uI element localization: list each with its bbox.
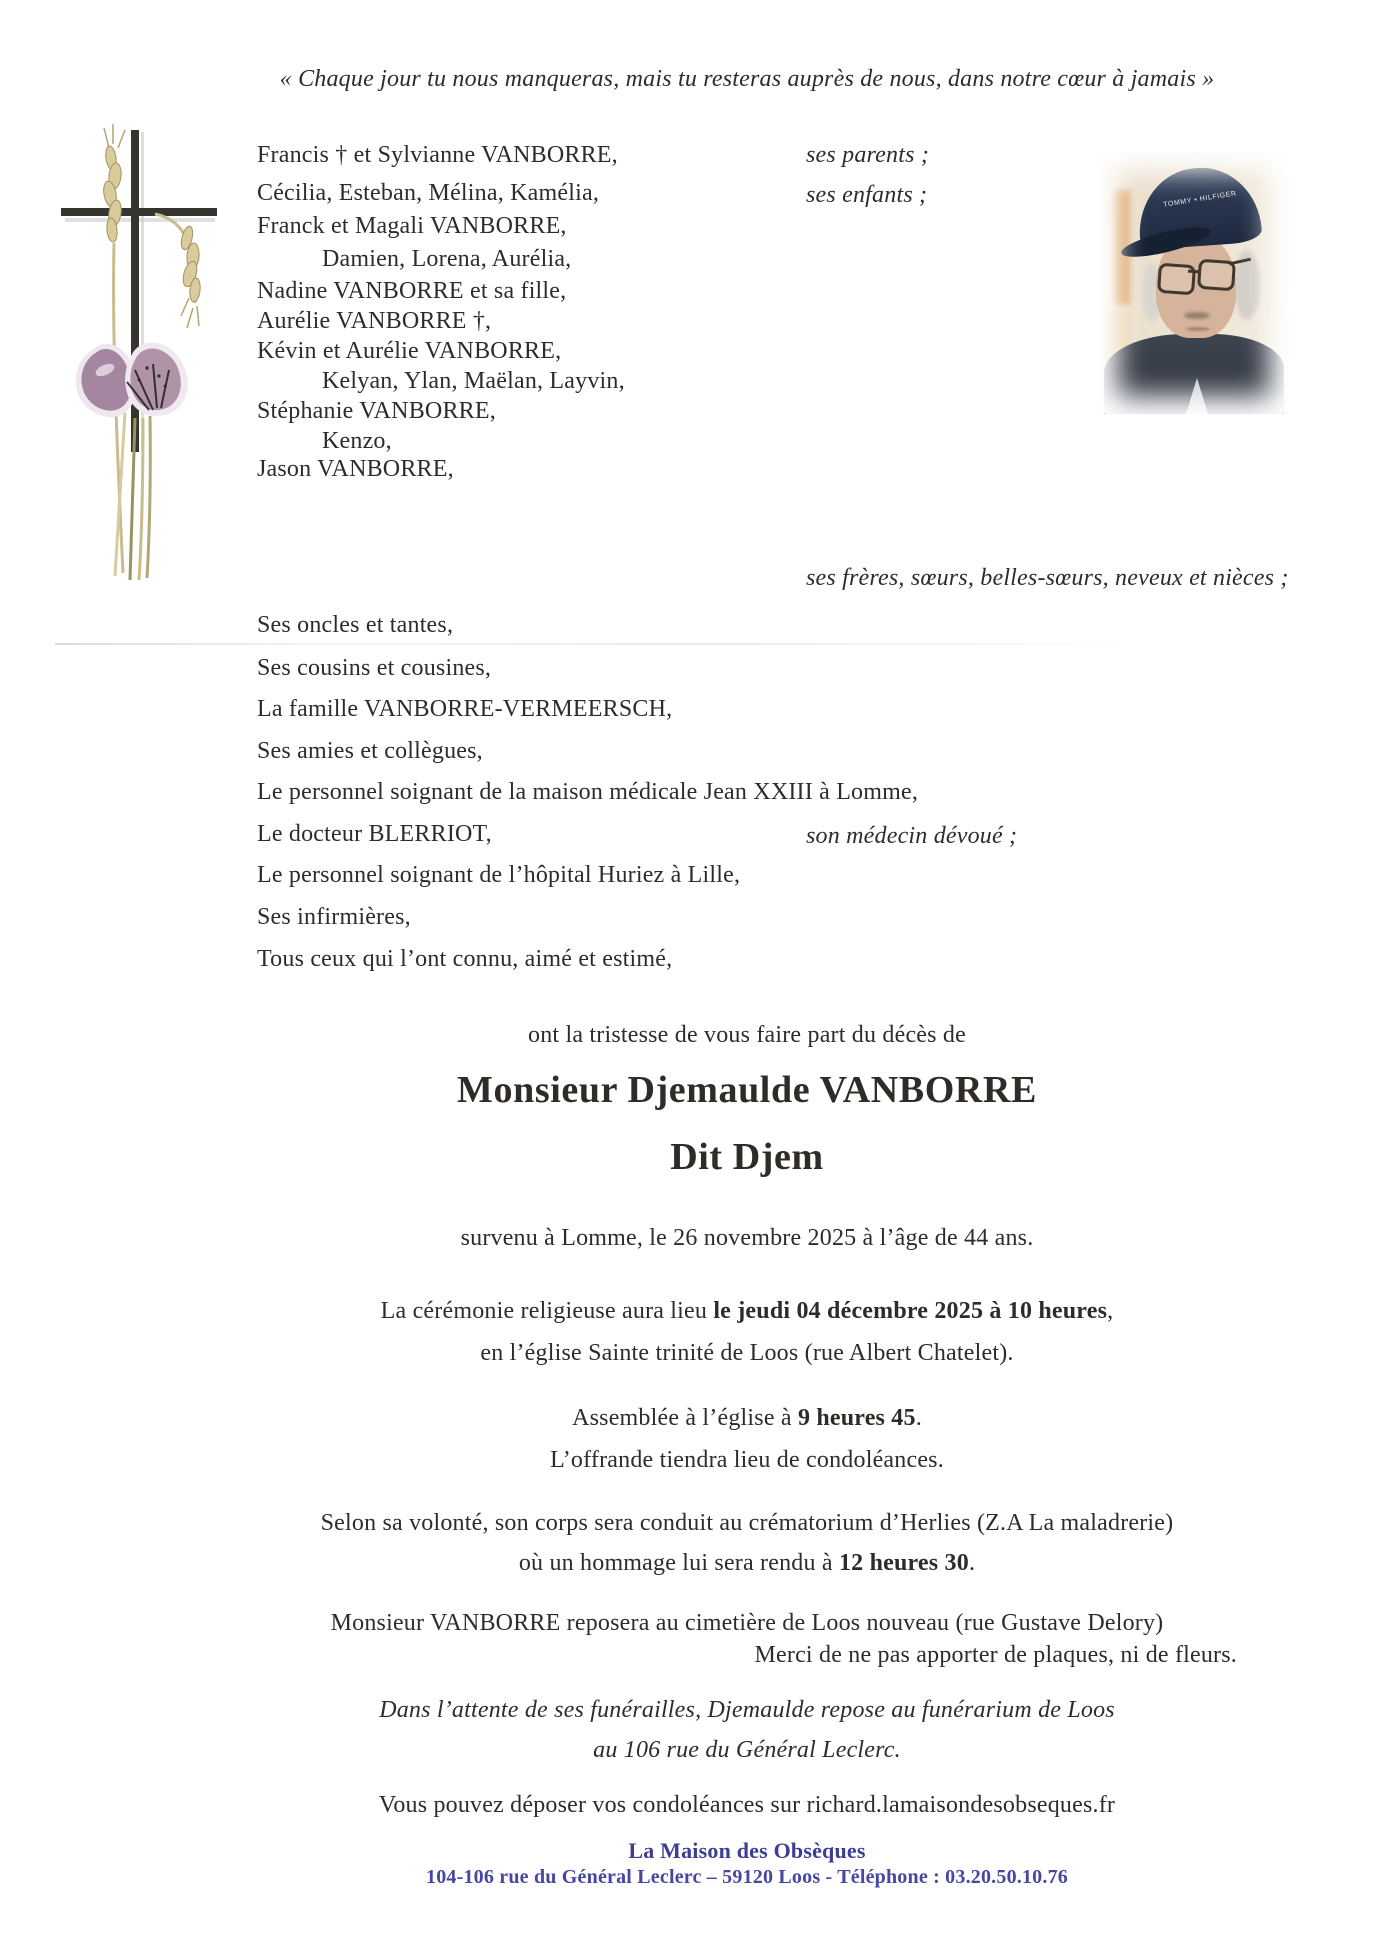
assembly-post: .: [915, 1405, 922, 1431]
funerarium-line1: Dans l’attente de ses funérailles, Djemaulde repose au funérarium de Loos: [379, 1697, 1115, 1723]
family-line: Kévin et Aurélie VANBORRE,: [257, 338, 562, 364]
ceremony-line2: en l’église Sainte trinité de Loos (rue Albert Chatelet).: [480, 1340, 1014, 1366]
relation-label-medecin: son médecin dévoué ;: [806, 823, 1018, 849]
glasses-left-lens: [1157, 263, 1196, 296]
mouth: [1186, 327, 1210, 331]
relation-label-enfants: ses enfants ;: [806, 182, 928, 208]
mourner-line: Le personnel soignant de la maison médicale Jean XXIII à Lomme,: [257, 779, 919, 805]
mourner-line: La famille VANBORRE-VERMEERSCH,: [257, 696, 673, 722]
cremation-line2-pre: où un hommage lui sera rendu à: [518, 1550, 839, 1576]
deceased-nickname: Dit Djem: [670, 1136, 824, 1178]
mourner-line: Le personnel soignant de l’hôpital Huriez à Lille,: [257, 862, 741, 888]
mourner-line: Ses infirmières,: [257, 904, 411, 930]
condolences-line: Vous pouvez déposer vos condoléances sur richard.lamaisondesobseques.fr: [378, 1792, 1116, 1818]
relation-label-freres: ses frères, sœurs, belles-sœurs, neveux et nièces ;: [806, 565, 1289, 591]
assembly-pre: Assemblée à l’église à: [572, 1405, 798, 1431]
ceremony-line1-bold: le jeudi 04 décembre 2025 à 10 heures: [713, 1298, 1108, 1324]
family-line: Franck et Magali VANBORRE,: [257, 213, 567, 239]
family-line: Aurélie VANBORRE †,: [257, 308, 492, 334]
funerarium-line2: au 106 rue du Général Leclerc.: [593, 1737, 901, 1763]
cross-lily-illustration: [35, 118, 245, 593]
mustache: [1184, 312, 1210, 319]
no-flowers-note: Merci de ne pas apporter de plaques, ni de fleurs.: [754, 1642, 1237, 1668]
ceremony-line1: [117, 1298, 1377, 1325]
opening-quote: « Chaque jour tu nous manqueras, mais tu resteras auprès de nous, dans notre cœur à jamais »: [279, 66, 1215, 92]
scan-artifact-line: [55, 643, 1150, 645]
mourner-line: Ses cousins et cousines,: [257, 655, 492, 681]
portrait-photo: [1100, 152, 1288, 414]
mourner-line: Ses amies et collègues,: [257, 738, 483, 764]
death-details: survenu à Lomme, le 26 novembre 2025 à l’âge de 44 ans.: [460, 1225, 1034, 1251]
family-line: Jason VANBORRE,: [257, 456, 454, 482]
burial-line1: Monsieur VANBORRE reposera au cimetière de Loos nouveau (rue Gustave Delory): [330, 1610, 1164, 1636]
family-line: Kenzo,: [322, 428, 392, 454]
funeral-home-address: 104-106 rue du Général Leclerc – 59120 Loos - Téléphone : 03.20.50.10.76: [426, 1866, 1068, 1888]
cremation-line2-bold: 12 heures 30: [838, 1550, 969, 1576]
assembly-line: [117, 1405, 1377, 1432]
relation-label-parents: ses parents ;: [806, 142, 930, 168]
family-line: Kelyan, Ylan, Maëlan, Layvin,: [322, 368, 625, 394]
announcement-intro: ont la tristesse de vous faire part du décès de: [528, 1022, 966, 1048]
deceased-name: Monsieur Djemaulde VANBORRE: [457, 1069, 1037, 1111]
mourner-line: Tous ceux qui l’ont connu, aimé et estimé,: [257, 946, 673, 972]
family-line: Francis † et Sylvianne VANBORRE,: [257, 142, 618, 168]
ceremony-line1-post: ,: [1107, 1298, 1114, 1324]
cremation-line2: [117, 1550, 1377, 1577]
ceremony-line1-pre: La cérémonie religieuse aura lieu: [380, 1298, 714, 1324]
cremation-line2-post: .: [968, 1550, 976, 1576]
mourner-line: Le docteur BLERRIOT,: [257, 821, 492, 847]
assembly-bold: 9 heures 45: [797, 1405, 916, 1431]
mourner-line: Ses oncles et tantes,: [257, 612, 454, 638]
family-line: Damien, Lorena, Aurélia,: [322, 246, 572, 272]
funeral-home-name: La Maison des Obsèques: [628, 1838, 866, 1863]
offering-line: L’offrande tiendra lieu de condoléances.: [550, 1447, 944, 1473]
family-line: Nadine VANBORRE et sa fille,: [257, 278, 567, 304]
cross-lily-drawing: [35, 118, 245, 588]
cap-brand-text: TOMMY ▪ HILFIGER: [1162, 190, 1238, 209]
family-line: Cécilia, Esteban, Mélina, Kamélia,: [257, 180, 600, 206]
cremation-line1: Selon sa volonté, son corps sera conduit au crématorium d’Herlies (Z.A La maladrerie): [320, 1510, 1174, 1536]
family-line: Stéphanie VANBORRE,: [257, 398, 496, 424]
